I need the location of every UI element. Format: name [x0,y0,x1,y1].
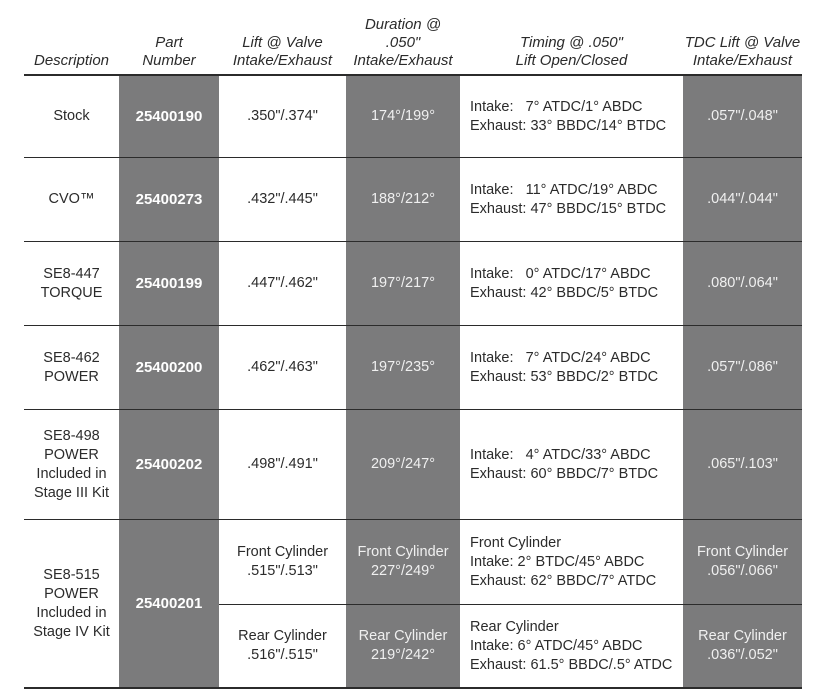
row-description [24,520,119,687]
timing-exhaust: Exhaust: 62° BBDC/7° ATDC [470,572,657,589]
header-duration [346,0,460,74]
row-tdc-lift: .065"/.103" [707,456,778,472]
front-cylinder-timing [460,520,683,604]
row-tdc-lift: .080"/.064" [707,275,778,291]
rear-cylinder-tdc-lift [683,605,802,687]
row-part-number: 25400200 [135,359,203,376]
header-part-number [119,0,219,74]
header-tdc-lift [683,0,802,74]
timing-intake: Intake: 0° ATDC/17° ABDC [470,265,651,282]
description-line: SE8-462 [43,349,100,366]
cylinder-value: .516"/.515" [247,647,318,663]
row-tdc-lift: .044"/.044" [707,191,778,207]
row-lift: .432"/.445" [247,191,318,207]
row-timing [460,76,683,157]
row-lift: .498"/.491" [247,456,318,472]
timing-exhaust: Exhaust: 33° BBDC/14° BTDC [470,117,667,134]
description-line: POWER [44,368,99,385]
row-lift: .350"/.374" [247,108,318,124]
row-part-number: 25400199 [135,275,203,292]
rear-cylinder-timing [460,605,683,687]
cylinder-label: Rear Cylinder [238,628,327,644]
row-timing [460,326,683,409]
header-duration-line2: .050" [385,34,421,51]
description-line: POWER [44,585,99,602]
cylinder-value: 227°/249° [370,563,435,579]
header-timing-line1: Timing @ .050" [520,34,623,51]
header-part-line2: Number [142,52,196,69]
row-duration: 197°/217° [370,275,435,291]
table-bottom-rule [24,687,802,689]
header-lift [219,0,346,74]
rear-cylinder-duration [346,605,460,687]
description-line: Stock [53,108,90,124]
cylinder-label: Front Cylinder [470,534,562,551]
cylinder-label: Front Cylinder [696,544,789,560]
row-tdc-lift: .057"/.048" [707,108,778,124]
cylinder-label: Rear Cylinder [470,618,559,635]
row-timing [460,242,683,325]
row-duration: 209°/247° [370,456,435,472]
front-cylinder-lift [219,520,346,604]
cylinder-label: Rear Cylinder [358,628,448,644]
row-duration: 197°/235° [370,359,435,375]
header-lift-line1: Lift @ Valve [242,34,323,51]
description-line: POWER [44,446,99,463]
front-cylinder-tdc-lift [683,520,802,604]
timing-intake: Intake: 2° BTDC/45° ABDC [470,553,645,570]
description-line: Stage IV Kit [33,623,110,640]
header-timing [460,0,683,74]
front-cylinder-duration [346,520,460,604]
row-duration: 174°/199° [370,108,435,124]
row-duration: 188°/212° [370,191,435,207]
row-part-number: 25400273 [135,191,203,208]
header-timing-line2: Lift Open/Closed [515,52,628,69]
header-lift-line2: Intake/Exhaust [232,52,333,69]
row-lift: .462"/.463" [247,359,318,375]
row-description [24,326,119,409]
description-line: SE8-498 [43,427,100,444]
row-description [24,410,119,519]
row-timing [460,410,683,519]
header-duration-line3: Intake/Exhaust [353,52,453,69]
row-lift: .447"/.462" [247,275,318,291]
rear-cylinder-lift [219,605,346,687]
row-part-number: 25400202 [135,456,203,473]
row-description [24,242,119,325]
timing-intake: Intake: 11° ATDC/19° ABDC [470,181,658,198]
timing-intake: Intake: 6° ATDC/45° ABDC [470,637,643,654]
cylinder-value: .056"/.066" [707,563,778,579]
row-part-number: 25400201 [135,595,203,612]
description-line: SE8-515 [43,566,100,583]
description-line: TORQUE [40,284,103,301]
row-timing [460,158,683,241]
timing-exhaust: Exhaust: 61.5° BBDC/.5° ATDC [470,656,673,673]
header-part-line1: Part [155,34,183,51]
timing-exhaust: Exhaust: 42° BBDC/5° BTDC [470,284,659,301]
timing-intake: Intake: 7° ATDC/1° ABDC [470,98,643,115]
header-description [24,0,119,74]
cylinder-value: 219°/242° [370,647,435,663]
header-description-text: Description [33,52,110,69]
header-tdc-line1: TDC Lift @ Valve [684,34,801,51]
description-line: CVO™ [48,191,95,207]
cylinder-value: .036"/.052" [707,647,778,663]
cylinder-label: Rear Cylinder [698,628,787,644]
timing-intake: Intake: 7° ATDC/24° ABDC [470,349,651,366]
row-description [24,76,119,157]
description-line: SE8-447 [43,265,100,282]
cylinder-value: .515"/.513" [247,563,318,579]
row-part-number: 25400190 [135,108,203,125]
timing-intake: Intake: 4° ATDC/33° ABDC [470,446,651,463]
cylinder-label: Front Cylinder [357,544,449,560]
cylinder-label: Front Cylinder [236,544,329,560]
timing-exhaust: Exhaust: 47° BBDC/15° BTDC [470,200,667,217]
description-line: Included in [36,604,107,621]
header-tdc-line2: Intake/Exhaust [692,52,793,69]
description-line: Stage III Kit [34,484,109,501]
timing-exhaust: Exhaust: 53° BBDC/2° BTDC [470,368,659,385]
row-tdc-lift: .057"/.086" [707,359,778,375]
timing-exhaust: Exhaust: 60° BBDC/7° BTDC [470,465,659,482]
header-duration-line1: Duration @ [364,16,442,33]
row-description [24,158,119,241]
description-line: Included in [36,465,107,482]
